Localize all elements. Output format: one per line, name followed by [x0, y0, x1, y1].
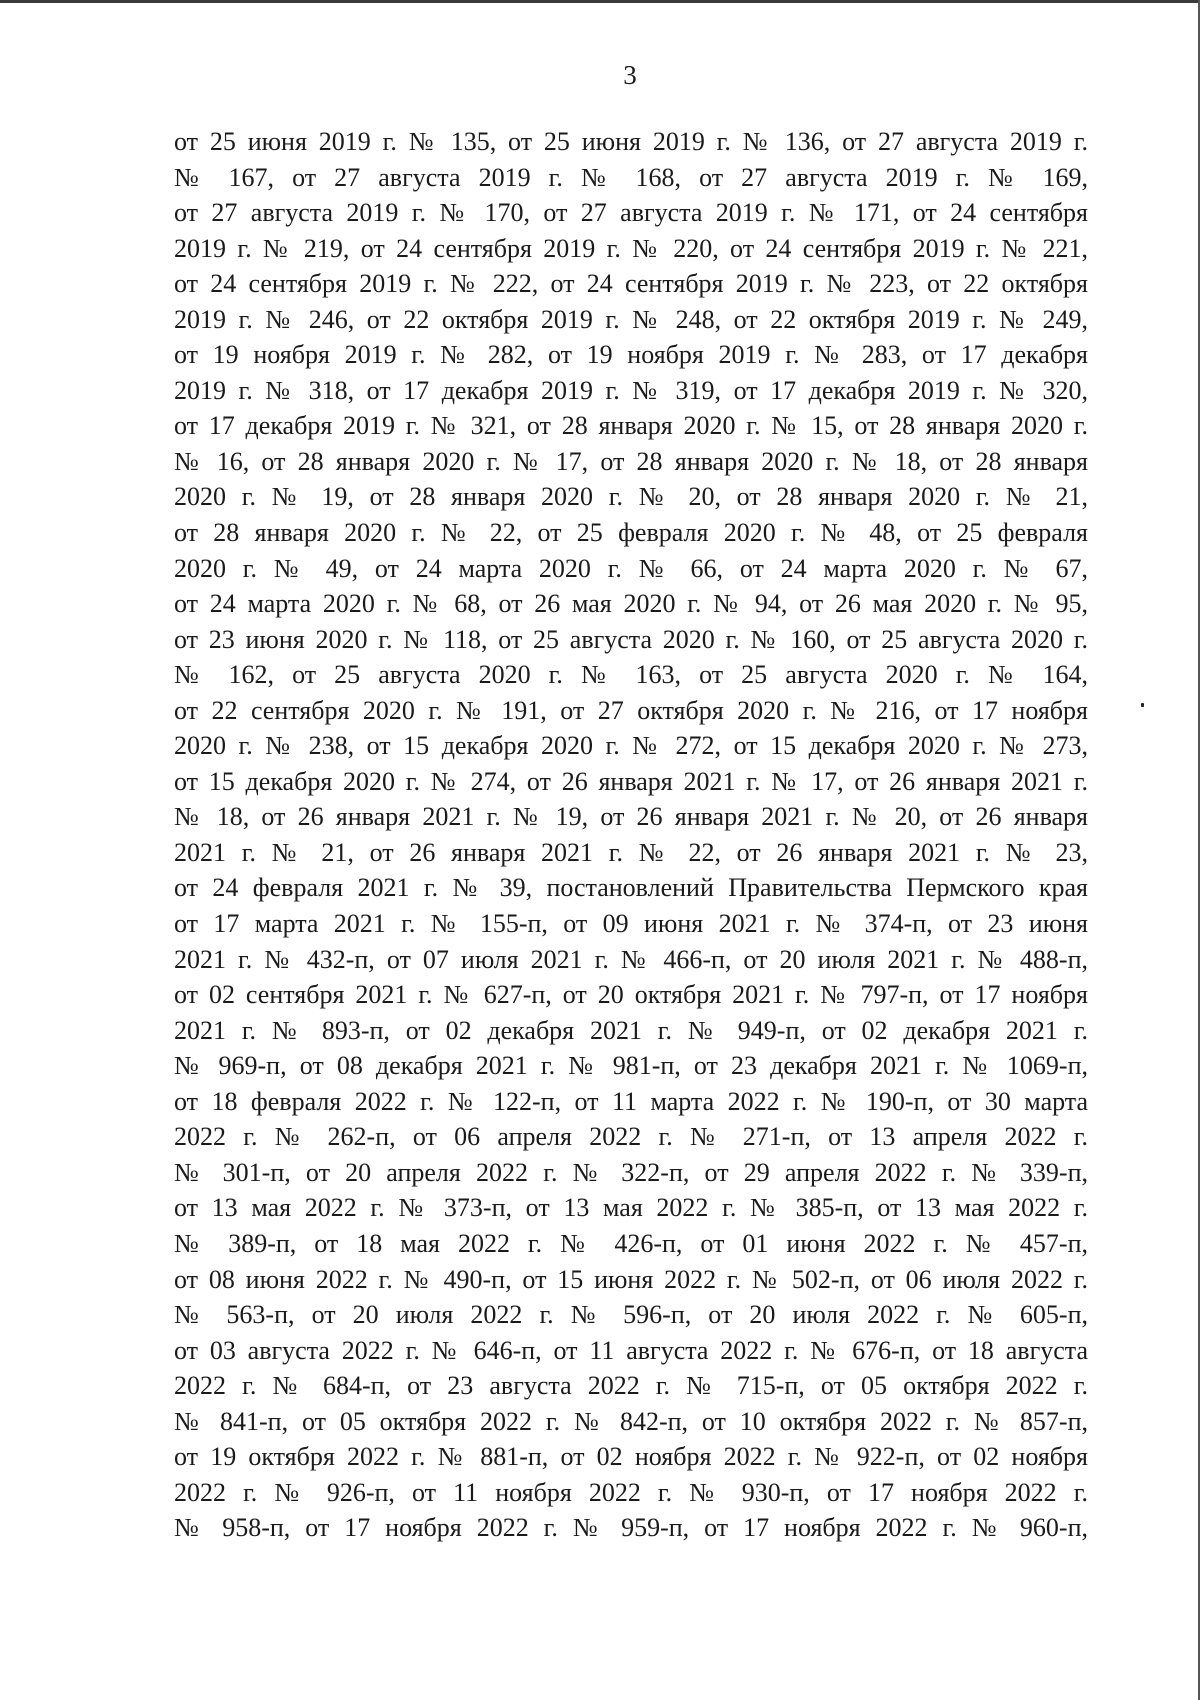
text-line: № 301-п, от 20 апреля 2022 г. № 322-п, от 29 апреля 2022 г. № 339-п, — [174, 1157, 1088, 1187]
text-line: от 22 сентября 2020 г. № 191, от 27 октября 2020 г. № 216, от 17 ноября — [174, 695, 1088, 725]
text-line: 2022 г. № 926-п, от 11 ноября 2022 г. № 930-п, от 17 ноября 2022 г. — [174, 1477, 1088, 1507]
body-text — [174, 124, 1088, 1546]
text-line: от 08 июня 2022 г. № 490-п, от 15 июня 2022 г. № 502-п, от 06 июля 2022 г. — [174, 1264, 1088, 1294]
text-line: 2020 г. № 49, от 24 марта 2020 г. № 66, от 24 марта 2020 г. № 67, — [174, 553, 1088, 583]
text-line: 2019 г. № 246, от 22 октября 2019 г. № 248, от 22 октября 2019 г. № 249, — [174, 304, 1088, 334]
text-line: 2021 г. № 432-п, от 07 июля 2021 г. № 466-п, от 20 июля 2021 г. № 488-п, — [174, 944, 1088, 974]
text-line: от 17 марта 2021 г. № 155-п, от 09 июня 2021 г. № 374-п, от 23 июня — [174, 909, 1088, 939]
text-line: 2021 г. № 893-п, от 02 декабря 2021 г. № 949-п, от 02 декабря 2021 г. — [174, 1015, 1088, 1045]
text-line: 2021 г. № 21, от 26 января 2021 г. № 22, от 26 января 2021 г. № 23, — [174, 837, 1088, 867]
text-line: от 24 марта 2020 г. № 68, от 26 мая 2020 г. № 94, от 26 мая 2020 г. № 95, — [174, 589, 1088, 619]
text-line: № 16, от 28 января 2020 г. № 17, от 28 января 2020 г. № 18, от 28 января — [174, 446, 1088, 476]
text-line: № 563-п, от 20 июля 2022 г. № 596-п, от 20 июля 2022 г. № 605-п, — [174, 1300, 1088, 1330]
text-line: № 841-п, от 05 октября 2022 г. № 842-п, от 10 октября 2022 г. № 857-п, — [174, 1406, 1088, 1436]
text-line: № 162, от 25 августа 2020 г. № 163, от 25 августа 2020 г. № 164, — [174, 660, 1088, 690]
text-line: от 23 июня 2020 г. № 118, от 25 августа 2020 г. № 160, от 25 августа 2020 г. — [174, 624, 1088, 654]
text-line: 2022 г. № 684-п, от 23 августа 2022 г. № 715-п, от 05 октября 2022 г. — [174, 1371, 1088, 1401]
text-line: № 167, от 27 августа 2019 г. № 168, от 27 августа 2019 г. № 169, — [174, 162, 1088, 192]
text-line: № 389-п, от 18 мая 2022 г. № 426-п, от 01 июня 2022 г. № 457-п, — [174, 1228, 1088, 1258]
text-line: 2019 г. № 318, от 17 декабря 2019 г. № 319, от 17 декабря 2019 г. № 320, — [174, 375, 1088, 405]
text-line: от 27 августа 2019 г. № 170, от 27 августа 2019 г. № 171, от 24 сентября — [174, 198, 1088, 228]
text-line: 2020 г. № 238, от 15 декабря 2020 г. № 272, от 15 декабря 2020 г. № 273, — [174, 731, 1088, 761]
text-line: от 15 декабря 2020 г. № 274, от 26 января 2021 г. № 17, от 26 января 2021 г. — [174, 766, 1088, 796]
scan-speck — [1141, 703, 1144, 707]
text-line: от 02 сентября 2021 г. № 627-п, от 20 октября 2021 г. № 797-п, от 17 ноября — [174, 980, 1088, 1010]
text-line: от 19 ноября 2019 г. № 282, от 19 ноября 2019 г. № 283, от 17 декабря — [174, 340, 1088, 370]
text-line: от 25 июня 2019 г. № 135, от 25 июня 2019 г. № 136, от 27 августа 2019 г. — [174, 127, 1088, 156]
text-line: 2022 г. № 262-п, от 06 апреля 2022 г. № 271-п, от 13 апреля 2022 г. — [174, 1122, 1088, 1152]
text-line: 2019 г. № 219, от 24 сентября 2019 г. № 220, от 24 сентября 2019 г. № 221, — [174, 233, 1088, 263]
text-line: от 28 января 2020 г. № 22, от 25 февраля 2020 г. № 48, от 25 февраля — [174, 518, 1088, 548]
page-number: 3 — [623, 60, 637, 90]
text-line: № 969-п, от 08 декабря 2021 г. № 981-п, от 23 декабря 2021 г. № 1069-п, — [174, 1051, 1088, 1081]
text-line: от 18 февраля 2022 г. № 122-п, от 11 марта 2022 г. № 190-п, от 30 марта — [174, 1086, 1088, 1116]
text-line: 2020 г. № 19, от 28 января 2020 г. № 20, от 28 января 2020 г. № 21, — [174, 482, 1088, 512]
text-line: от 03 августа 2022 г. № 646-п, от 11 августа 2022 г. № 676-п, от 18 августа — [174, 1335, 1088, 1365]
text-line: от 17 декабря 2019 г. № 321, от 28 января 2020 г. № 15, от 28 января 2020 г. — [174, 411, 1088, 441]
text-line: № 958-п, от 17 ноября 2022 г. № 959-п, от 17 ноября 2022 г. № 960-п, — [174, 1513, 1088, 1543]
text-line: от 24 февраля 2021 г. № 39, постановлений Правительства Пермского края — [174, 873, 1088, 903]
text-line: от 19 октября 2022 г. № 881-п, от 02 ноября 2022 г. № 922-п, от 02 ноября — [174, 1442, 1088, 1472]
text-line: № 18, от 26 января 2021 г. № 19, от 26 января 2021 г. № 20, от 26 января — [174, 802, 1088, 832]
text-line: от 24 сентября 2019 г. № 222, от 24 сентября 2019 г. № 223, от 22 октября — [174, 269, 1088, 299]
text-line: от 13 мая 2022 г. № 373-п, от 13 мая 2022 г. № 385-п, от 13 мая 2022 г. — [174, 1193, 1088, 1223]
scan-top-edge — [0, 0, 1200, 3]
